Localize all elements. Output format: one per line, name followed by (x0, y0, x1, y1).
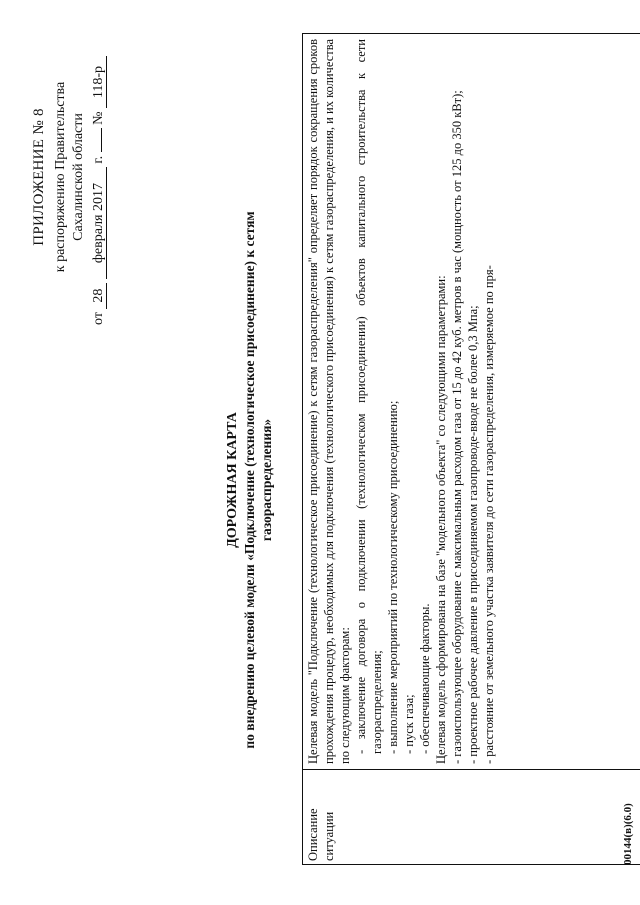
paragraph: - заключение договора о подключении (технологическом присоединении) объектов капитального строительства к сети газораспределения; (354, 39, 384, 754)
date-day: 28 (91, 283, 107, 309)
paragraph: - расстояние от земельного участка заявителя до сети газораспределения, измеряемое по пря- (482, 265, 496, 764)
appendix-dateline (90, 27, 108, 327)
date-gap (101, 128, 102, 152)
paragraph: - проектное рабочее давление в присоединяемом газопроводе-вводе не более 0,3 Мпа; (466, 305, 480, 764)
order-number: 118-р (91, 56, 107, 108)
appendix-title: ПРИЛОЖЕНИЕ № 8 (31, 108, 47, 246)
situation-header-cell: Описание ситуации (303, 769, 640, 864)
situation-description-cell (303, 34, 640, 769)
paragraph: - выполнение мероприятий по технологическому присоединению; (386, 400, 400, 754)
paragraph: - обеспечивающие факторы. (418, 603, 432, 754)
paragraph: Целевая модель "Подключение (технологическое присоединение) к сетям газораспределения" определяет порядок сокращения сроков прохождения процедур, необходимых для подключения (технологического присоединения) к сетям газораспределения, и их количества по следующим факторам: (306, 39, 352, 764)
paragraph: Целевая модель сформирована на базе "модельного объекта" со следующими параметрами: (434, 275, 448, 764)
appendix-line-2: Сахалинской области (71, 113, 86, 241)
date-month-year: февраля 2017 (91, 167, 107, 279)
paragraph: - газоиспользующее оборудование с максимальным расходом газа от 15 до 42 куб. метров в час (мощность от 125 до 350 кВт); (450, 90, 464, 764)
date-year-suffix: г. (91, 155, 106, 164)
document-title-line-3: газораспределения» (259, 418, 274, 542)
paragraph: - пуск газа; (402, 694, 416, 754)
document-title-main: ДОРОЖНАЯ КАРТА (225, 412, 240, 548)
number-prefix: № (91, 111, 106, 125)
form-code: 00144(в)(6.0) (622, 803, 634, 865)
appendix-line-1: к распоряжению Правительства (53, 81, 68, 273)
roadmap-table (302, 33, 640, 865)
document-title (224, 155, 275, 805)
date-prefix: от (91, 312, 106, 325)
document-title-line-2: по внедрению целевой модели «Подключение (технологическое присоединение) к сетям (242, 211, 257, 749)
appendix-block (30, 27, 108, 327)
